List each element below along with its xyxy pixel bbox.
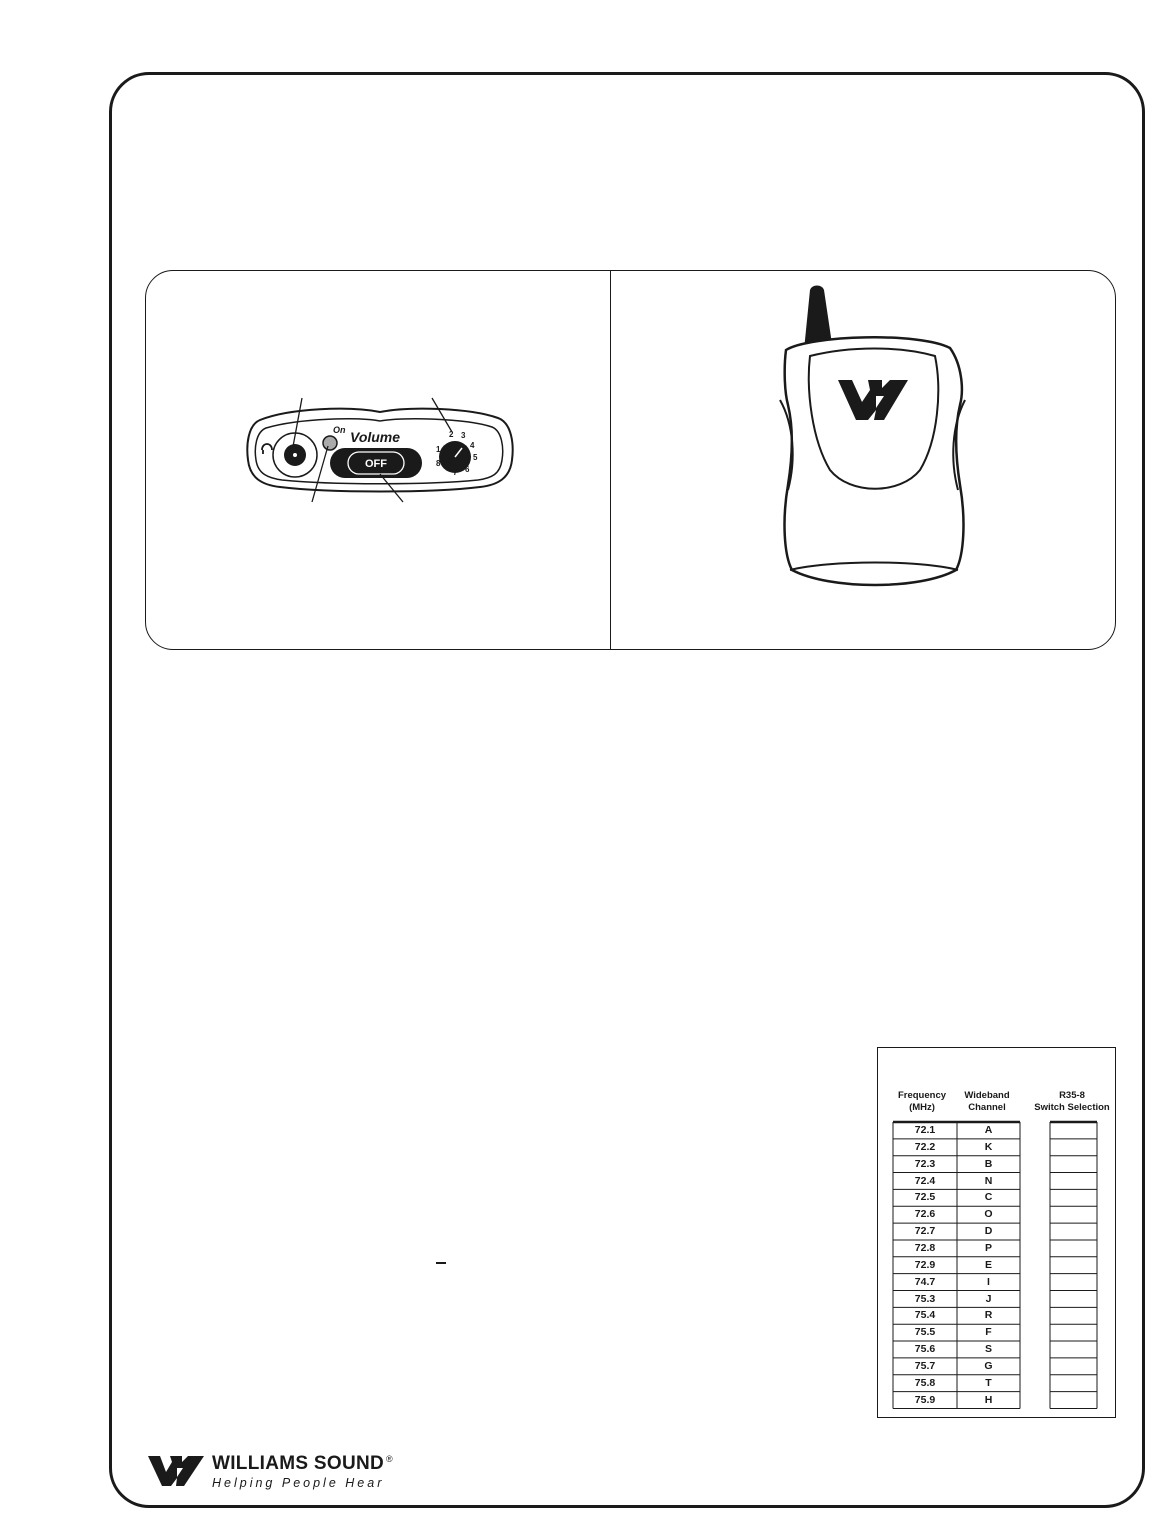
channel-cell: E: [984, 1258, 992, 1271]
channel-cell: K: [984, 1140, 993, 1153]
svg-text:3: 3: [461, 431, 466, 440]
svg-text:4: 4: [470, 441, 475, 450]
channel-cell: O: [984, 1208, 993, 1221]
frequency-cell: 75.5: [914, 1326, 936, 1339]
frequency-cell: 72.4: [914, 1174, 936, 1187]
frequency-cell: 72.6: [914, 1208, 936, 1221]
frequency-cell: 75.3: [914, 1292, 936, 1305]
frequency-cell: 72.3: [914, 1157, 936, 1170]
frequency-cell: 75.7: [914, 1359, 936, 1372]
channel-cell: D: [984, 1225, 993, 1238]
svg-text:1: 1: [436, 445, 441, 454]
svg-text:6: 6: [465, 465, 470, 474]
header-frequency: Frequency (MHz): [897, 1090, 947, 1113]
channel-cell: F: [985, 1326, 992, 1339]
channel-cell: B: [984, 1157, 993, 1170]
svg-text:5: 5: [473, 453, 478, 462]
on-label: On: [333, 425, 346, 435]
channel-cell: C: [984, 1191, 993, 1204]
channel-cell: H: [984, 1393, 993, 1406]
header-channel: Wideband Channel: [964, 1090, 1010, 1113]
brand-tagline: Helping People Hear: [212, 1476, 385, 1490]
svg-text:7: 7: [453, 468, 458, 477]
frequency-cell: 72.2: [914, 1140, 936, 1153]
williams-sound-logo-icon: [148, 1456, 206, 1486]
channel-cell: S: [984, 1343, 992, 1356]
channel-cell: G: [984, 1359, 993, 1372]
channel-cell: R: [984, 1309, 993, 1322]
frequency-cell: 72.5: [914, 1191, 936, 1204]
channel-cell: J: [985, 1292, 992, 1305]
off-label: OFF: [365, 458, 387, 470]
frequency-cell: 75.6: [914, 1343, 936, 1356]
frequency-cell: 75.9: [914, 1393, 936, 1406]
frequency-cell: 72.1: [914, 1124, 936, 1136]
volume-label: Volume: [350, 429, 401, 445]
svg-text:2: 2: [449, 430, 454, 439]
svg-text:8: 8: [436, 459, 441, 468]
header-switch-selection: R35-8 Switch Selection: [1034, 1090, 1110, 1113]
frequency-cell: 74.7: [914, 1275, 936, 1288]
channel-cell: P: [984, 1241, 992, 1254]
channel-cell: A: [984, 1124, 993, 1136]
frequency-cell: 72.7: [914, 1225, 936, 1238]
brand-name: WILLIAMS SOUND ®: [212, 1453, 393, 1474]
frequency-cell: 72.8: [914, 1241, 936, 1254]
frequency-cell: 75.4: [914, 1309, 936, 1322]
channel-cell: T: [985, 1376, 992, 1389]
frequency-cell: 75.8: [914, 1376, 936, 1389]
channel-cell: I: [987, 1275, 990, 1288]
frequency-cell: 72.9: [914, 1258, 936, 1271]
channel-cell: N: [984, 1174, 993, 1187]
